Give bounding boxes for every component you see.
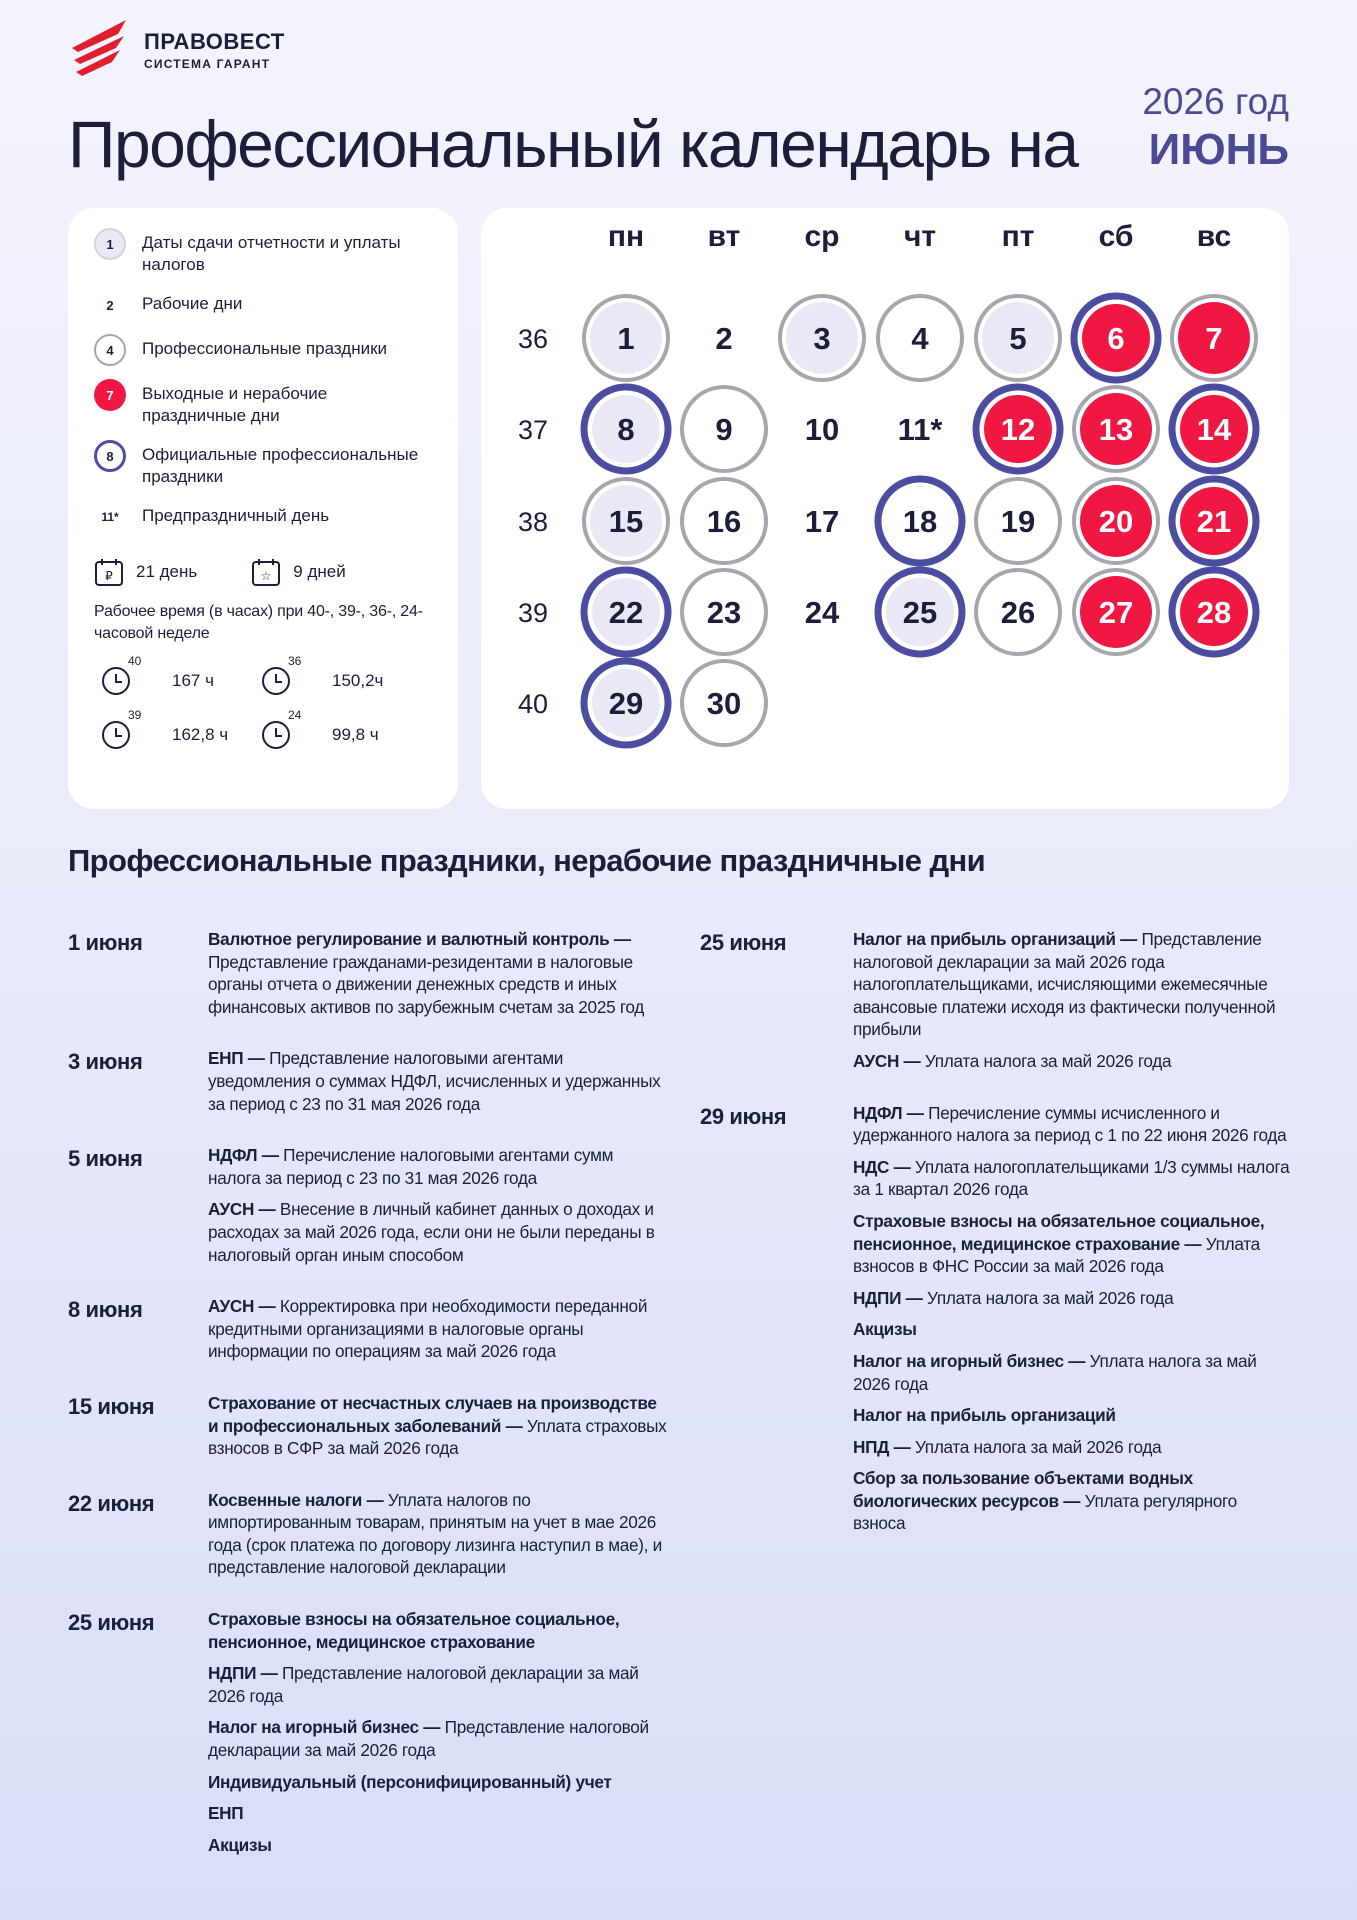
event-description: Уплата взносов в ФНС России за май 2026 года <box>853 1233 1260 1277</box>
event-item <box>853 928 1290 1041</box>
day-number: 1 <box>617 321 635 356</box>
event-description: Перечисление суммы исчисленного и удержанного налога за период с 1 по 22 июня 2026 года <box>853 1102 1287 1146</box>
event-item <box>853 1287 1290 1310</box>
legend-item <box>94 338 432 366</box>
weekday-label: ср <box>804 220 840 253</box>
days-off-value: 9 дней <box>293 562 346 581</box>
day-number: 10 <box>804 412 840 447</box>
event-items <box>853 928 1290 1082</box>
event-description: Представление налоговой декларации за май 2026 года налогоплательщиками, исчисляющими ежемесячные авансовые платежи исходя из фактически полученной прибыли <box>853 929 1276 1040</box>
event-description: Уплата налога за май 2026 года <box>910 1436 1162 1457</box>
week-number: 40 <box>517 689 549 719</box>
day-number: 4 <box>911 321 929 356</box>
day-number: 2 <box>715 321 733 356</box>
events-column-right <box>700 928 1290 1564</box>
legend-item <box>94 444 432 488</box>
event-item <box>208 1392 668 1460</box>
clock-icon <box>260 719 292 751</box>
svg-text:☆: ☆ <box>260 569 272 583</box>
legend-label: Даты сдачи отчетности и уплаты налогов <box>142 233 401 274</box>
hours-week: 36 <box>288 654 302 668</box>
event-date: 29 июня <box>700 1103 787 1129</box>
event-topic: Индивидуальный (персонифицированный) учет <box>208 1771 612 1792</box>
event-topic: Страховые взносы на обязательное социальное, пенсионное, медицинское страхование — <box>853 1210 1265 1254</box>
event-group <box>700 1102 1290 1545</box>
event-description: Уплата налогоплательщиками 1/3 суммы налога за 1 квартал 2026 года <box>853 1156 1290 1200</box>
period-year: 2026 год <box>1142 81 1289 122</box>
day-number: 11* <box>897 412 943 447</box>
event-date: 25 июня <box>700 930 787 955</box>
week-number: 36 <box>517 324 549 354</box>
page-title: Профессиональный календарь на <box>68 107 1078 181</box>
event-group <box>68 1047 668 1124</box>
event-topic: ЕНП — <box>208 1048 265 1069</box>
legend-mark: 7 <box>94 379 126 411</box>
event-item <box>208 1834 668 1857</box>
event-topic: Валютное регулирование и валютный контроль — <box>208 929 631 949</box>
hours-week: 24 <box>288 708 302 722</box>
event-description: Представление гражданами-резидентами в налоговые органы отчета о движении денежных средств и иных финансовых активов по зарубежным счетам за 2025 год <box>208 951 645 1017</box>
period <box>1142 82 1289 178</box>
day-number: 28 <box>1196 595 1232 630</box>
event-topic: Косвенные налоги — <box>208 1489 384 1510</box>
weekday-label: пн <box>607 220 645 253</box>
event-topic: НПД — <box>853 1436 911 1457</box>
legend-mark: 1 <box>94 228 126 260</box>
event-topic: АУСН — <box>208 1199 276 1220</box>
event-topic: НДПИ — <box>853 1287 923 1308</box>
event-topic: Акцизы <box>208 1834 272 1855</box>
period-month: ИЮНЬ <box>1148 125 1289 174</box>
event-topic: Страхование от несчастных случаев на производстве и профессиональных заболеваний — <box>208 1392 657 1436</box>
event-description: Уплата налога за май 2026 года <box>922 1287 1174 1308</box>
svg-text:₽: ₽ <box>105 569 113 583</box>
hours-24 <box>254 708 414 751</box>
event-item <box>208 1047 668 1115</box>
event-topic: АУСН — <box>208 1296 276 1317</box>
event-items <box>208 1392 668 1469</box>
brand-name: ПРАВОВЕСТ <box>144 29 285 54</box>
hours-week: 39 <box>128 708 142 722</box>
calendar-panel <box>481 208 1289 809</box>
day-number: 9 <box>715 412 733 447</box>
calendar-ruble-icon <box>94 557 124 587</box>
day-number: 21 <box>1196 504 1232 539</box>
event-description: Перечисление налоговыми агентами сумм налога за период с 23 по 31 мая 2026 года <box>208 1145 614 1188</box>
legend-item <box>94 505 432 533</box>
weekday-label: чт <box>903 220 937 253</box>
day-number: 23 <box>706 595 742 630</box>
event-description: Уплата страховых взносов в СФР за май 2026 года <box>208 1415 667 1459</box>
event-item <box>208 1662 668 1707</box>
day-number: 13 <box>1098 412 1134 447</box>
day-number: 30 <box>706 686 742 721</box>
event-item <box>208 1771 668 1794</box>
brand-subtitle: СИСТЕМА ГАРАНТ <box>144 57 271 71</box>
event-topic: НДФЛ — <box>853 1102 924 1123</box>
event-description: Внесение в личный кабинет данных о доходах и расходах за май 2026 года, если они не были переданы в налоговый орган иным способом <box>208 1199 655 1265</box>
week-number: 38 <box>517 507 549 537</box>
event-topic: Налог на прибыль организаций — <box>853 929 1138 949</box>
event-item <box>208 1198 668 1266</box>
event-topic: Акцизы <box>853 1319 917 1340</box>
event-item <box>853 1102 1290 1147</box>
event-description: Представление налоговыми агентами уведомления о суммах НДФЛ, исчисленных и удержанных за период с 23 по 31 мая 2026 года <box>208 1048 661 1114</box>
legend-label: Официальные профессиональные праздники <box>142 445 419 486</box>
event-item <box>853 1318 1290 1341</box>
hours-value: 162,8 ч <box>172 725 229 744</box>
legend-panel <box>68 208 458 809</box>
event-item <box>208 1716 668 1761</box>
event-item <box>853 1050 1290 1073</box>
working-days-value: 21 день <box>136 562 198 581</box>
event-group <box>68 1489 668 1588</box>
event-group <box>68 1392 668 1469</box>
hours-value: 99,8 ч <box>332 725 379 744</box>
hours-grid <box>94 654 432 751</box>
day-number: 7 <box>1205 321 1223 356</box>
hours-value: 167 ч <box>172 671 214 690</box>
clock-icon <box>100 665 132 697</box>
week-number: 37 <box>517 415 549 445</box>
event-date: 5 июня <box>68 1146 143 1172</box>
hours-39 <box>94 708 254 751</box>
day-number: 20 <box>1098 504 1134 539</box>
day-number: 27 <box>1098 595 1134 630</box>
event-topic: Налог на прибыль организаций <box>853 1405 1116 1426</box>
event-date: 15 июня <box>68 1393 155 1419</box>
legend-mark: 8 <box>94 440 126 472</box>
hours-value: 150,2ч <box>332 671 384 690</box>
section-title: Профессиональные праздники, нерабочие праздничные дни <box>68 843 986 878</box>
legend-label: Выходные и нерабочие праздничные дни <box>142 384 328 425</box>
day-number: 24 <box>804 595 840 630</box>
event-group <box>68 928 668 1027</box>
hours-40 <box>94 654 254 697</box>
day-number: 8 <box>617 412 635 447</box>
event-date: 22 июня <box>68 1490 155 1516</box>
event-topic: Сбор за пользование объектами водных биологических ресурсов — <box>853 1468 1193 1511</box>
event-item <box>853 1350 1290 1395</box>
legend-label: Предпраздничный день <box>142 506 330 525</box>
day-number: 22 <box>608 595 644 630</box>
days-off <box>251 557 345 587</box>
event-item <box>853 1436 1290 1459</box>
event-topic: Налог на игорный бизнес — <box>208 1717 441 1738</box>
event-topic: ЕНП <box>208 1803 244 1824</box>
weekday-label: вс <box>1196 220 1232 253</box>
days-summary <box>94 557 432 587</box>
day-number: 29 <box>608 686 644 721</box>
event-item <box>853 1404 1290 1427</box>
event-items <box>208 1144 668 1275</box>
event-items <box>208 1047 668 1124</box>
day-number: 25 <box>902 595 938 630</box>
day-number: 15 <box>608 504 644 539</box>
legend-item <box>94 383 432 427</box>
working-days <box>94 557 197 587</box>
event-topic: НДФЛ — <box>208 1145 279 1166</box>
day-number: 18 <box>902 504 938 539</box>
clock-icon <box>100 719 132 751</box>
event-group <box>700 928 1290 1082</box>
event-items <box>208 928 668 1027</box>
event-date: 3 июня <box>68 1049 143 1075</box>
event-items <box>853 1102 1290 1545</box>
event-items <box>208 1295 668 1372</box>
event-description: Уплата регулярного взноса <box>853 1490 1237 1534</box>
event-topic: Налог на игорный бизнес — <box>853 1350 1086 1371</box>
event-item <box>208 928 668 1018</box>
event-description: Уплата налога за май 2026 года <box>920 1050 1172 1071</box>
day-number: 6 <box>1107 321 1125 356</box>
event-item <box>208 1608 668 1653</box>
event-description: Корректировка при необходимости переданной кредитными организациями в налоговые органы информации по операциям за май 2026 года <box>208 1296 648 1362</box>
event-description: Представление налоговой декларации за май 2026 года <box>208 1717 649 1761</box>
event-item <box>853 1210 1290 1278</box>
weekday-label: вт <box>707 220 741 253</box>
event-items <box>208 1608 668 1865</box>
event-description: Представление налоговой декларации за май 2026 года <box>208 1663 639 1706</box>
day-number: 3 <box>813 321 831 356</box>
pravovest-logo-icon <box>68 18 134 82</box>
event-group <box>68 1144 668 1275</box>
weekday-label: сб <box>1098 220 1134 253</box>
event-item <box>853 1156 1290 1201</box>
calendar-star-icon <box>251 557 281 587</box>
day-number: 26 <box>1000 595 1036 630</box>
month-calendar <box>481 208 1289 809</box>
legend-mark: 2 <box>106 297 114 313</box>
day-number: 17 <box>804 504 840 539</box>
event-topic: АУСН — <box>853 1050 921 1071</box>
event-items <box>208 1489 668 1588</box>
event-description: Уплата налога за май 2026 года <box>853 1350 1257 1394</box>
work-time-title: Рабочее время (в часах) при 40-, 39-, 36-, 24-часовой неделе <box>94 603 423 642</box>
event-group <box>68 1608 668 1865</box>
legend-label: Рабочие дни <box>142 294 243 313</box>
legend-item <box>94 232 432 276</box>
event-topic: НДС — <box>853 1156 911 1177</box>
event-date: 8 июня <box>68 1297 143 1323</box>
clock-icon <box>260 665 292 697</box>
event-topic: Страховые взносы на обязательное социальное, пенсионное, медицинское страхование <box>208 1609 620 1652</box>
brand-logo <box>68 18 285 82</box>
hours-week: 40 <box>128 654 142 668</box>
event-date: 25 июня <box>68 1610 155 1636</box>
day-number: 14 <box>1196 412 1232 447</box>
event-group <box>68 1295 668 1372</box>
legend-list <box>94 232 432 533</box>
week-number: 39 <box>517 598 549 628</box>
legend-item <box>94 293 432 321</box>
day-number: 16 <box>706 504 742 539</box>
day-number: 12 <box>1000 412 1036 447</box>
legend-mark: 11* <box>101 510 119 524</box>
event-item <box>208 1489 668 1579</box>
weekday-label: пт <box>1001 220 1035 253</box>
event-item <box>208 1802 668 1825</box>
event-item <box>853 1467 1290 1535</box>
event-description: Уплата налогов по импортированным товарам, принятым на учет в мае 2026 года (срок платежа по договору лизинга наступил в мае), и представление налоговой декларации <box>208 1489 662 1578</box>
legend-label: Профессиональные праздники <box>142 339 388 358</box>
legend-mark: 4 <box>94 334 126 366</box>
events-column-left <box>68 928 668 1885</box>
event-date: 1 июня <box>68 930 143 955</box>
event-item <box>208 1144 668 1189</box>
event-topic: НДПИ — <box>208 1663 278 1684</box>
hours-36 <box>254 654 414 697</box>
event-item <box>208 1295 668 1363</box>
day-number: 19 <box>1000 504 1036 539</box>
day-number: 5 <box>1009 321 1027 356</box>
